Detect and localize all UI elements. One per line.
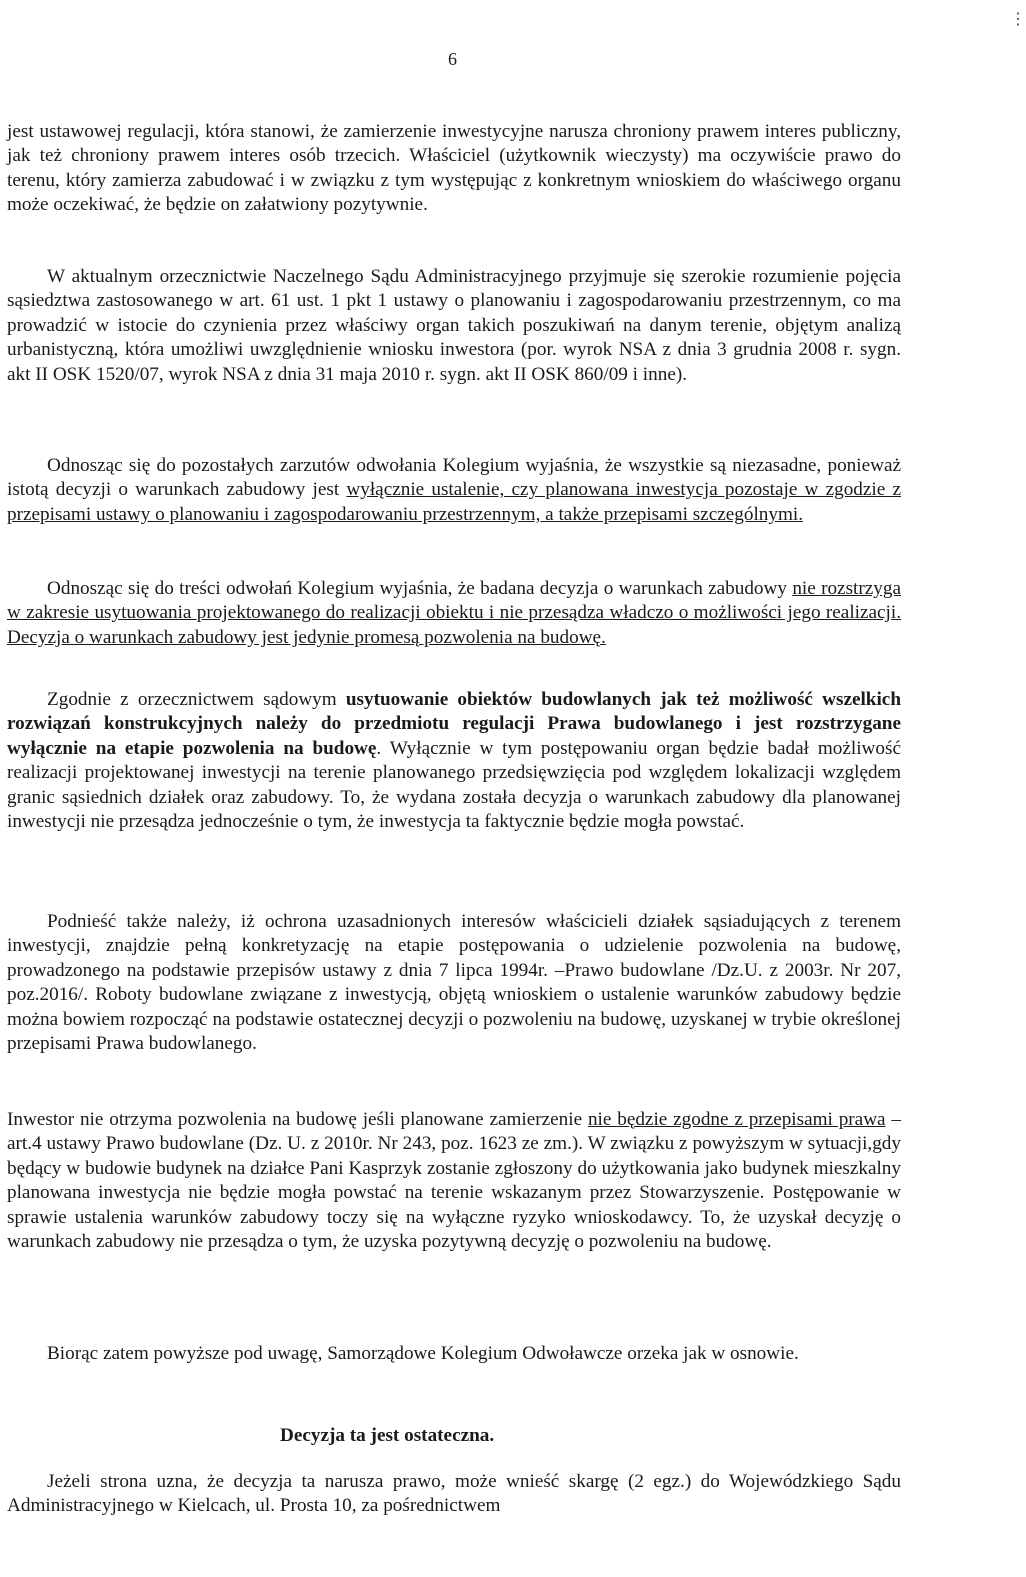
paragraph-building-permit-risk xyxy=(7,1108,901,1254)
text-run: Zgodnie z orzecznictwem sądowym xyxy=(47,689,346,710)
paragraph-interest-protection xyxy=(7,120,901,218)
page-number: 6 xyxy=(448,49,457,69)
text-run: . Wyłącznie w tym postępowaniu organ będzie badał możliwość realizacji projektowanej inwestycji na terenie planowanego przedsięwzięcia pod względem lokalizacji względem granic sąsiednich działek oraz zabudowy. To, że wydana została decyzja o warunkach zabudowy dla planowanej inwestycji nie przesądza jednocześnie o tym, że inwestycja ta faktycznie będzie mogła powstać. xyxy=(7,737,901,833)
scan-edge-mark: ⋮ xyxy=(1010,11,1026,28)
text-run: Odnosząc się do treści odwołań Kolegium wyjaśnia, że badana decyzja o warunkach zabudowy xyxy=(47,578,793,599)
underlined-phrase: nie rozstrzyga w zakresie usytuowania projektowanego do realizacji obiektu i nie przesądza władczo o możliwości jego realizacji. Decyzja o warunkach zabudowy jest jedynie promesą pozwolenia na budowę. xyxy=(7,578,901,648)
underlined-phrase: wyłącznie ustalenie, czy planowana inwestycja pozostaje w zgodzie z przepisami ustawy o planowaniu i zagospodarowaniu przestrzennym, a także przepisami szczególnymi. xyxy=(7,479,901,525)
text-run: Podnieść także należy, iż ochrona uzasadnionych interesów właścicieli działek sąsiadujących z terenem inwestycji, znajdzie pełną konkretyzację na etapie postępowania o udzielenie pozwolenia na budowę, prowadzonego na podstawie przepisów ustawy z dnia 7 lipca 1994r. –Prawo budowlane /Dz.U. z 2003r. Nr 207, poz.2016/. Roboty budowlane związane z inwestycją, objętą wnioskiem o ustalenie warunków zabudowy będzie można bowiem rozpocząć na podstawie ostatecznej decyzji o pozwoleniu na budowę, uzyskanej w trybie określonej przepisami Prawa budowlanego. xyxy=(7,911,901,1055)
bold-phrase: usytuowanie obiektów budowlanych jak też możliwość wszelkich rozwiązań konstrukcyjnych należy do przedmiotu regulacji Prawa budowlanego i jest rozstrzygane wyłącznie na etapie pozwolenia na budowę xyxy=(7,689,901,759)
underlined-phrase: nie będzie zgodne z przepisami prawa xyxy=(587,1109,886,1130)
paragraph-appeal-instruction: Jeżeli strona uzna, że decyzja ta narusza prawo, może wnieść skargę (2 egz.) do Wojewódzkiego Sądu Administracyjnego w Kielcach, ul. Prosta 10, za pośrednictwem xyxy=(7,1471,901,1517)
text-run: jest ustawowej regulacji, która stanowi, że zamierzenie inwestycyjne narusza chroniony prawem interes publiczny, jak też chroniony prawem interes osób trzecich. Właściciel (użytkownik wieczysty) ma oczywiście prawo do terenu, który zamierza zabudować i w związku z tym występując z konkretnym wnioskiem do właściwego organu może oczekiwać, że będzie on załatwiony pozytywnie. xyxy=(7,121,901,216)
paragraph-neighbour-interests xyxy=(7,910,901,1056)
paragraph-remaining-objections xyxy=(7,454,901,527)
text-run: Odnosząc się do pozostałych zarzutów odwołania Kolegium wyjaśnia, że wszystkie są niezasadne, ponieważ istotą decyzji o warunkach zabudowy jest xyxy=(7,455,901,501)
paragraph-zoning-decision-scope xyxy=(7,577,901,650)
paragraph-building-law-stage xyxy=(7,688,901,834)
decision-final-heading: Decyzja ta jest ostateczna. xyxy=(280,1425,495,1446)
text-run: W aktualnym orzecznictwie Naczelnego Sądu Administracyjnego przyjmuje się szerokie rozumienie pojęcia sąsiedztwa zastosowanego w art. 61 ust. 1 pkt 1 ustawy o planowaniu i zagospodarowaniu przestrzennym, co ma prowadzić w istocie do czynienia przez właściwy organ takich poszukiwań na danym terenie, objętym analizą urbanistyczną, która umożliwi uwzględnienie wniosku inwestora (por. wyrok NSA z dnia 3 grudnia 2008 r. sygn. akt II OSK 1520/07, wyrok NSA z dnia 31 maja 2010 r. sygn. akt II OSK 860/09 i inne). xyxy=(7,266,901,385)
text-run: Inwestor nie otrzyma pozwolenia na budowę jeśli planowane zamierzenie xyxy=(7,1109,588,1130)
text-run: – art.4 ustawy Prawo budowlane (Dz. U. z 2010r. Nr 243, poz. 1623 ze zm.). W związku z powyższym w sytuacji,gdy będący w budowie budynek na działce Pani Kasprzyk zostanie zgłoszony do użytkowania jako budynek mieszkalny planowana inwestycja nie będzie mogła powstać na terenie wskazanym przez Stowarzyszenie. Postępowanie w sprawie ustalenia warunków zabudowy toczy się na wyłączne ryzyko wnioskodawcy. To, że uzyskał decyzję o warunkach zabudowy nie przesądza o tym, że uzyska pozytywną decyzję o pozwoleniu na budowę. xyxy=(7,1109,901,1253)
paragraph-case-law-neighbourhood xyxy=(7,265,901,387)
text-run: Biorąc zatem powyższe pod uwagę, Samorządowe Kolegium Odwoławcze orzeka jak w osnowie. xyxy=(47,1343,799,1364)
paragraph-ruling xyxy=(7,1342,901,1366)
